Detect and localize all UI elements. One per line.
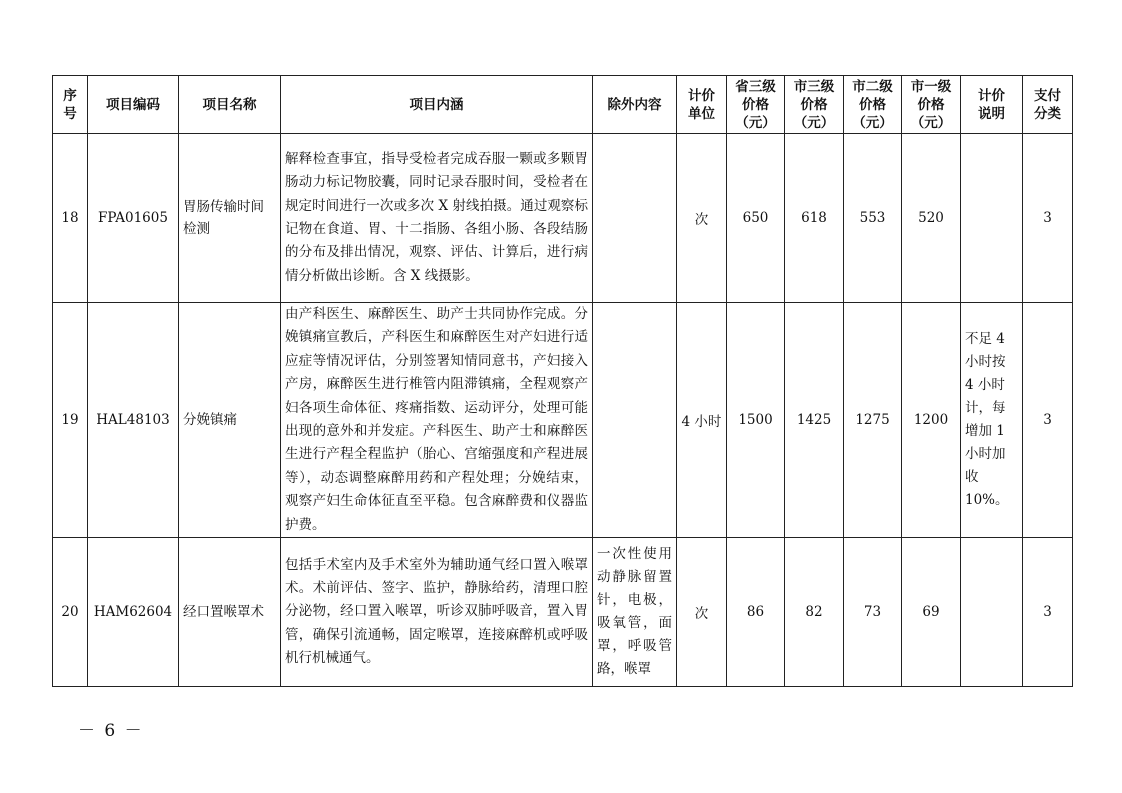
header-payment: 支付 分类: [1023, 76, 1073, 134]
cell-city2: 1275: [844, 303, 902, 538]
cell-city2: 553: [844, 134, 902, 303]
cell-seq: 19: [53, 303, 88, 538]
cell-city3: 1425: [785, 303, 844, 538]
cell-unit: 次: [677, 538, 727, 687]
cell-code: FPA01605: [88, 134, 179, 303]
cell-seq: 20: [53, 538, 88, 687]
cell-exclusions: [593, 303, 677, 538]
header-prov3: 省三级 价格 （元）: [727, 76, 785, 134]
cell-prov3: 86: [727, 538, 785, 687]
header-city2: 市二级 价格 （元）: [844, 76, 902, 134]
cell-content: 包括手术室内及手术室外为辅助通气经口置入喉罩术。术前评估、签字、监护，静脉给药，清理口腔分泌物，经口置入喉罩，听诊双肺呼吸音，置入胃管，确保引流通畅，固定喉罩，连接麻醉机或呼吸机行机械通气。: [281, 538, 593, 687]
cell-city3: 618: [785, 134, 844, 303]
cell-code: HAM62604: [88, 538, 179, 687]
header-city1: 市一级 价格 （元）: [902, 76, 961, 134]
header-note: 计价 说明: [961, 76, 1023, 134]
cell-city1: 69: [902, 538, 961, 687]
cell-content: 由产科医生、麻醉医生、助产士共同协作完成。分娩镇痛宣教后，产科医生和麻醉医生对产妇进行适应症等情况评估，分别签署知情同意书，产妇接入产房，麻醉医生进行椎管内阻滞镇痛，全程观察产妇各项生命体征、疼痛指数、运动评分，处理可能出现的意外和并发症。产科医生、助产士和麻醉医生进行产程全程监护（胎心、宫缩强度和产程进展等），动态调整麻醉用药和产程处理；分娩结束，观察产妇生命体征直至平稳。包含麻醉费和仪器监护费。: [281, 303, 593, 538]
cell-city1: 520: [902, 134, 961, 303]
cell-city3: 82: [785, 538, 844, 687]
header-content: 项目内涵: [281, 76, 593, 134]
header-unit: 计价 单位: [677, 76, 727, 134]
header-exclusions: 除外内容: [593, 76, 677, 134]
page-number: － 6 －: [78, 721, 144, 741]
cell-note: 不足 4 小时按 4 小时计，每增加 1 小时加收 10%。: [961, 303, 1023, 538]
cell-payment: 3: [1023, 303, 1073, 538]
cell-prov3: 1500: [727, 303, 785, 538]
cell-unit: 4 小时: [677, 303, 727, 538]
header-code: 项目编码: [88, 76, 179, 134]
cell-city1: 1200: [902, 303, 961, 538]
table-row: [53, 134, 1073, 303]
cell-note: [961, 134, 1023, 303]
cell-payment: 3: [1023, 538, 1073, 687]
cell-name: 分娩镇痛: [179, 303, 281, 538]
cell-name: 经口置喉罩术: [179, 538, 281, 687]
cell-unit: 次: [677, 134, 727, 303]
table-row: [53, 538, 1073, 687]
header-row: [53, 76, 1073, 134]
cell-exclusions: 一次性使用动静脉留置针，电极，吸氧管，面罩，呼吸管路，喉罩: [593, 538, 677, 687]
header-name: 项目名称: [179, 76, 281, 134]
price-table: [52, 75, 1073, 687]
header-seq: 序 号: [53, 76, 88, 134]
cell-seq: 18: [53, 134, 88, 303]
header-city3: 市三级 价格 （元）: [785, 76, 844, 134]
cell-name: 胃肠传输时间检测: [179, 134, 281, 303]
cell-payment: 3: [1023, 134, 1073, 303]
cell-content: 解释检查事宜，指导受检者完成吞服一颗或多颗胃肠动力标记物胶囊，同时记录吞服时间，受检者在规定时间进行一次或多次 X 射线拍摄。通过观察标记物在食道、胃、十二指肠、各组小肠、各段结肠的分布及排出情况，观察、评估、计算后，进行病情分析做出诊断。含 X 线摄影。: [281, 134, 593, 303]
table-row: [53, 303, 1073, 538]
cell-note: [961, 538, 1023, 687]
cell-city2: 73: [844, 538, 902, 687]
cell-exclusions: [593, 134, 677, 303]
cell-prov3: 650: [727, 134, 785, 303]
cell-code: HAL48103: [88, 303, 179, 538]
